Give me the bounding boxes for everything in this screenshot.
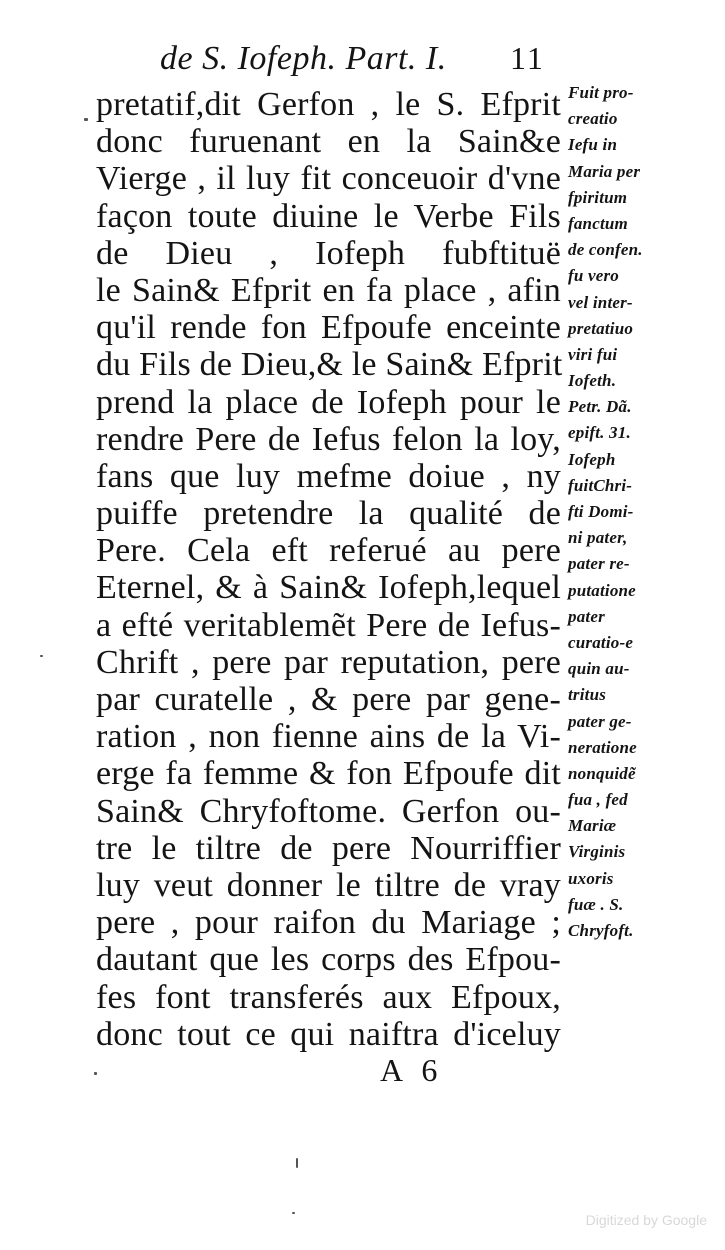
text-line: Pere. Cela eft referué au pere bbox=[96, 532, 561, 570]
text-line: erge fa femme & fon Efpoufe dit bbox=[96, 755, 561, 793]
margin-note-line: Iofeph bbox=[568, 449, 616, 469]
marginal-notes bbox=[568, 80, 688, 944]
margin-note-line: creatio bbox=[568, 109, 618, 129]
ink-speck bbox=[292, 1212, 295, 1214]
margin-note-line: pretatiuo bbox=[568, 318, 634, 338]
text-line: donc tout ce qui naiftra d'iceluy bbox=[96, 1015, 561, 1053]
text-line: tre le tiltre de pere Nourriffier bbox=[96, 829, 561, 867]
margin-note-line: fanctum bbox=[568, 213, 628, 233]
margin-note-line: quin au- bbox=[568, 659, 630, 679]
margin-note-line: Chryfoft. bbox=[568, 921, 634, 940]
margin-note-line: fpiritum bbox=[568, 187, 628, 207]
text-line: a efté veritablemẽt Pere de Iefus- bbox=[96, 606, 561, 644]
text-line: de Dieu , Iofeph fubftituë bbox=[96, 234, 561, 272]
text-line: rendre Pere de Iefus felon la loy, bbox=[96, 420, 561, 458]
watermark-text: Digitized by Google bbox=[585, 1212, 707, 1228]
margin-note-line: ni pater, bbox=[568, 528, 628, 548]
text-line: Vierge , il luy fit conceuoir d'vne bbox=[96, 160, 561, 198]
margin-note-line: curatio-e bbox=[568, 632, 634, 652]
margin-note-line: uxoris bbox=[568, 868, 614, 888]
ink-speck bbox=[40, 655, 43, 657]
text-line: par curatelle , & pere par gene- bbox=[96, 681, 561, 718]
text-line: fes font transferés aux Efpoux, bbox=[96, 978, 561, 1016]
margin-note-line: fua , fed bbox=[568, 790, 628, 810]
margin-note-line: fuitChri- bbox=[568, 475, 633, 495]
margin-note-line: pater bbox=[568, 606, 605, 626]
margin-note-line: Mariæ bbox=[568, 816, 617, 836]
margin-note-line: Virginis bbox=[568, 842, 626, 862]
ink-speck bbox=[94, 1072, 97, 1075]
main-text-block bbox=[96, 86, 561, 1053]
text-line: Sain& Chryfoftome. Gerfon ou- bbox=[96, 792, 561, 830]
text-line: le Sain& Efprit en fa place , afin bbox=[96, 271, 561, 309]
margin-note-line: pater re- bbox=[568, 554, 630, 574]
text-line: du Fils de Dieu,& le Sain& Efprit bbox=[96, 346, 563, 384]
margin-note-line: neratione bbox=[568, 737, 637, 757]
margin-note-line: de confen. bbox=[568, 240, 643, 260]
margin-note-line: Petr. Dã. bbox=[568, 397, 632, 417]
margin-note-line: epift. 31. bbox=[568, 423, 631, 443]
ink-speck bbox=[84, 118, 88, 121]
text-line: pretatif,dit Gerfon , le S. Efprit bbox=[96, 86, 561, 123]
margin-note-line: fti Domi- bbox=[568, 502, 634, 521]
ink-speck bbox=[296, 1158, 298, 1168]
margin-note-line: viri fui bbox=[568, 344, 618, 364]
margin-note-line: Iefu in bbox=[568, 135, 618, 155]
margin-note-line: tritus bbox=[568, 685, 607, 705]
text-line: luy veut donner le tiltre de vray bbox=[96, 866, 561, 904]
running-head: de S. Iofeph. Part. I. bbox=[160, 40, 447, 77]
signature-mark: A 6 bbox=[380, 1052, 444, 1088]
margin-note-line: vel inter- bbox=[568, 292, 633, 312]
margin-note-line: putatione bbox=[568, 580, 636, 600]
margin-note-line: Iofeth. bbox=[568, 371, 617, 391]
text-line: façon toute diuine le Verbe Fils bbox=[96, 197, 561, 235]
margin-note-line: fuæ . S. bbox=[568, 894, 624, 914]
margin-note-line: Maria per bbox=[568, 161, 641, 181]
margin-note-line: pater ge- bbox=[568, 711, 632, 731]
text-line: pere , pour raifon du Mariage ; bbox=[96, 904, 561, 942]
margin-note-line: fu vero bbox=[568, 266, 619, 286]
page-number: 11 bbox=[510, 40, 545, 76]
text-line: prend la place de Iofeph pour le bbox=[96, 383, 561, 421]
text-line: puiffe pretendre la qualité de bbox=[96, 495, 561, 533]
text-line: fans que luy mefme doiue , ny bbox=[96, 457, 561, 495]
text-line: donc furuenant en la Sain&e bbox=[96, 123, 561, 161]
text-line: Eternel, & à Sain& Iofeph,lequel bbox=[96, 569, 561, 607]
margin-note-line: Fuit pro- bbox=[568, 83, 634, 102]
text-line: ration , non fienne ains de la Vi- bbox=[96, 718, 561, 756]
text-line: Chrift , pere par reputation, pere bbox=[96, 643, 561, 681]
text-line: dautant que les corps des Efpou- bbox=[96, 941, 561, 979]
margin-note-line: nonquidẽ bbox=[568, 763, 636, 783]
text-line: qu'il rende fon Efpoufe enceinte bbox=[96, 309, 561, 347]
